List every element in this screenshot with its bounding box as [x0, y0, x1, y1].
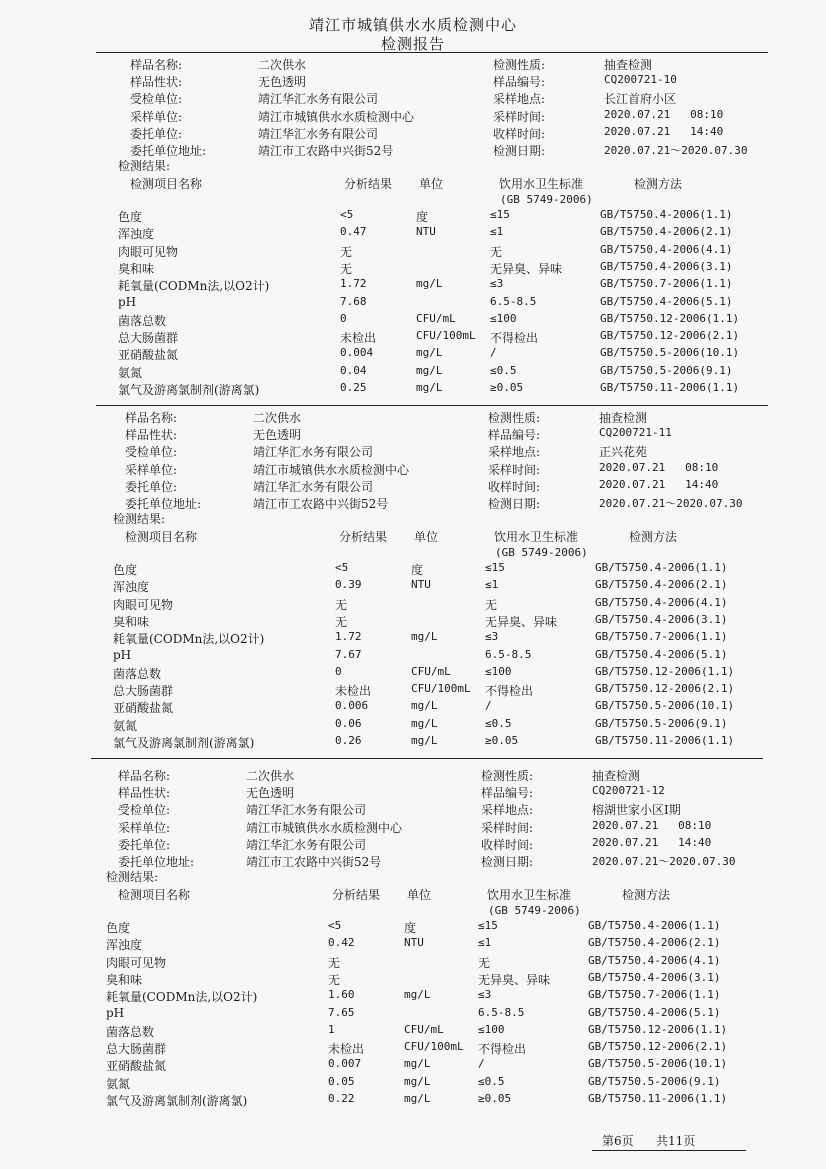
cell-result: 0.007: [328, 1057, 362, 1071]
label-test-date: 检测日期:: [481, 855, 534, 869]
cell-standard: 无: [478, 955, 491, 970]
cell-method: GB/T5750.11-2006(1.1): [600, 381, 740, 394]
cell-item: 色度: [106, 921, 131, 935]
cell-unit: mg/L: [416, 363, 443, 377]
cell-item: 耗氧量(CODMn法,以O2计): [106, 990, 258, 1005]
value-test-date: 2020.07.21～2020.07.30: [592, 855, 736, 868]
cell-standard: 无异臭、异味: [490, 261, 563, 276]
cell-method: GB/T5750.4-2006(5.1): [595, 647, 728, 661]
cell-method: GB/T5750.4-2006(3.1): [600, 259, 733, 273]
cell-standard: ≤0.5: [478, 1074, 505, 1088]
cell-item: 氯气及游离氯制剂(游离氯): [118, 383, 260, 397]
cell-method: GB/T5750.5-2006(9.1): [595, 716, 728, 730]
label-client-address: 委托单位地址:: [130, 144, 207, 158]
cell-unit: mg/L: [416, 346, 443, 360]
label-inspected-unit: 受检单位:: [130, 92, 183, 107]
cell-unit: NTU: [411, 578, 431, 592]
cell-unit: mg/L: [411, 716, 438, 730]
label-receive-time: 收样时间:: [488, 479, 541, 494]
cell-standard: 无异臭、异味: [485, 614, 558, 629]
col-header-method: 检测方法: [629, 530, 678, 544]
value-sample-props: 无色透明: [246, 786, 295, 801]
cell-unit: mg/L: [416, 381, 443, 394]
cell-item: 总大肠菌群: [113, 684, 174, 699]
cell-method: GB/T5750.7-2006(1.1): [588, 988, 721, 1002]
cell-item: 浑浊度: [106, 938, 143, 953]
label-results: 检测结果:: [106, 870, 159, 884]
label-sampling-site: 采样地点:: [488, 445, 541, 460]
cell-item: pH: [113, 647, 132, 662]
cell-unit: mg/L: [404, 1057, 431, 1071]
cell-standard: 无: [485, 597, 498, 612]
cell-item: 臭和味: [113, 614, 150, 629]
cell-unit: mg/L: [416, 277, 443, 291]
col-header-standard-sub: (GB 5749-2006): [488, 904, 581, 917]
cell-standard: ≤15: [490, 208, 510, 221]
col-header-standard-sub: (GB 5749-2006): [500, 193, 593, 206]
label-sample-props: 样品性状:: [118, 786, 171, 801]
col-header-unit: 单位: [414, 530, 439, 544]
label-client-unit: 委托单位:: [118, 837, 171, 852]
cell-standard: ≤1: [478, 936, 492, 950]
value-client-unit: 靖江华汇水务有限公司: [246, 837, 367, 852]
value-nature: 抽查检测: [604, 58, 653, 72]
cell-standard: ≥0.05: [490, 381, 524, 394]
col-header-standard: 饮用水卫生标准: [499, 177, 584, 191]
cell-result: 0.05: [328, 1074, 355, 1088]
cell-standard: ≤1: [490, 225, 504, 239]
cell-item: 菌落总数: [118, 313, 167, 328]
sample-section-1: [0, 52, 826, 412]
cell-method: GB/T5750.12-2006(1.1): [595, 664, 735, 678]
cell-unit: mg/L: [404, 1092, 431, 1105]
cell-unit: CFU/100mL: [404, 1040, 464, 1054]
value-receive-time: 2020.07.21 14:40: [592, 835, 712, 849]
cell-result: 0.47: [340, 225, 367, 239]
label-sampling-time: 采样时间:: [488, 462, 541, 477]
cell-result: 1: [328, 1022, 335, 1036]
report-subtitle: 检测报告: [380, 35, 445, 53]
cell-item: 亚硝酸盐氮: [106, 1059, 167, 1074]
cell-item: 浑浊度: [113, 580, 150, 595]
cell-item: 肉眼可见物: [106, 955, 167, 970]
cell-result: 无: [335, 614, 348, 629]
cell-unit: mg/L: [411, 630, 438, 644]
cell-item: 肉眼可见物: [113, 597, 174, 612]
cell-unit: NTU: [416, 225, 436, 239]
cell-method: GB/T5750.4-2006(4.1): [588, 953, 721, 967]
label-receive-time: 收样时间:: [481, 837, 534, 852]
cell-method: GB/T5750.12-2006(1.1): [588, 1022, 728, 1036]
sample-section-3: [0, 763, 814, 1123]
col-header-unit: 单位: [419, 177, 444, 191]
cell-result: 0.26: [335, 734, 362, 747]
cell-item: 浑浊度: [118, 227, 155, 242]
cell-item: 氨氮: [118, 365, 143, 380]
label-client-address: 委托单位地址:: [125, 497, 202, 511]
cell-method: GB/T5750.4-2006(2.1): [595, 578, 728, 592]
cell-result: 1.72: [340, 277, 367, 291]
col-header-standard-sub: (GB 5749-2006): [495, 546, 588, 559]
cell-result: 未检出: [328, 1042, 365, 1057]
value-client-address: 靖江市工农路中兴街52号: [258, 144, 394, 158]
col-header-item: 检测项目名称: [130, 177, 203, 191]
value-test-date: 2020.07.21～2020.07.30: [599, 497, 743, 510]
cell-result: 0.39: [335, 578, 362, 592]
cell-item: 臭和味: [118, 261, 155, 276]
col-header-result: 分析结果: [332, 888, 381, 902]
label-sample-no: 样品编号:: [481, 786, 534, 801]
label-nature: 检测性质:: [493, 58, 546, 72]
cell-method: GB/T5750.12-2006(2.1): [595, 682, 735, 696]
label-inspected-unit: 受检单位:: [118, 803, 171, 818]
cell-result: 0.04: [340, 363, 367, 377]
col-header-item: 检测项目名称: [125, 530, 198, 544]
sample-section-2: [0, 405, 821, 765]
cell-standard: ≥0.05: [485, 734, 519, 747]
cell-result: 1.72: [335, 630, 362, 644]
cell-item: 总大肠菌群: [118, 331, 179, 346]
label-sample-props: 样品性状:: [125, 428, 178, 443]
value-sampling-time: 2020.07.21 08:10: [599, 460, 719, 474]
cell-result: 未检出: [340, 331, 377, 346]
cell-result: <5: [335, 561, 349, 574]
cell-standard: ≤100: [478, 1022, 505, 1036]
col-header-item: 检测项目名称: [118, 888, 191, 902]
cell-standard: 无异臭、异味: [478, 972, 551, 987]
cell-result: <5: [328, 919, 342, 932]
cell-result: 1.60: [328, 988, 355, 1002]
cell-result: <5: [340, 208, 354, 221]
label-sample-name: 样品名称:: [130, 58, 183, 72]
cell-item: 菌落总数: [113, 666, 162, 681]
cell-standard: /: [490, 346, 497, 360]
cell-result: 0.006: [335, 699, 369, 713]
value-sample-props: 无色透明: [258, 75, 307, 90]
label-sampling-unit: 采样单位:: [130, 109, 183, 124]
value-sampling-site: 长江首府小区: [604, 92, 677, 107]
cell-standard: 无: [490, 244, 503, 259]
cell-method: GB/T5750.12-2006(2.1): [600, 329, 740, 343]
value-receive-time: 2020.07.21 14:40: [599, 477, 719, 491]
value-sampling-time: 2020.07.21 08:10: [604, 107, 724, 121]
label-sampling-site: 采样地点:: [481, 803, 534, 818]
cell-method: GB/T5750.7-2006(1.1): [600, 277, 733, 291]
value-sample-name: 二次供水: [253, 411, 302, 425]
col-header-result: 分析结果: [339, 530, 388, 544]
cell-unit: 度: [404, 921, 417, 935]
cell-method: GB/T5750.5-2006(10.1): [595, 699, 735, 713]
cell-unit: 度: [416, 210, 429, 224]
report-org-title: 靖江市城镇供水水质检测中心: [308, 16, 517, 34]
value-client-unit: 靖江华汇水务有限公司: [258, 126, 379, 141]
cell-result: 0.22: [328, 1092, 355, 1105]
cell-result: 无: [328, 955, 341, 970]
value-nature: 抽查检测: [592, 769, 641, 783]
cell-method: GB/T5750.12-2006(1.1): [600, 311, 740, 325]
col-header-standard: 饮用水卫生标准: [487, 888, 572, 902]
cell-result: 7.68: [340, 294, 367, 308]
cell-standard: ≤100: [485, 664, 512, 678]
label-sampling-time: 采样时间:: [493, 109, 546, 124]
label-sampling-unit: 采样单位:: [118, 820, 171, 835]
footer-page: 第6页: [602, 1134, 634, 1148]
cell-item: 亚硝酸盐氮: [118, 348, 179, 363]
cell-unit: mg/L: [411, 699, 438, 713]
cell-result: 7.65: [328, 1005, 355, 1019]
label-nature: 检测性质:: [488, 411, 541, 425]
cell-method: GB/T5750.4-2006(2.1): [600, 225, 733, 239]
cell-method: GB/T5750.11-2006(1.1): [588, 1092, 728, 1105]
cell-standard: ≤0.5: [490, 363, 517, 377]
cell-result: 0: [335, 664, 342, 678]
value-sample-no: CQ200721-11: [599, 426, 672, 440]
label-sample-no: 样品编号:: [488, 428, 541, 443]
cell-standard: 6.5-8.5: [490, 294, 537, 308]
cell-standard: ≤100: [490, 311, 517, 325]
label-client-address: 委托单位地址:: [118, 855, 195, 869]
label-test-date: 检测日期:: [488, 497, 541, 511]
cell-standard: 不得检出: [485, 684, 534, 699]
cell-unit: CFU/mL: [411, 664, 451, 678]
cell-standard: ≥0.05: [478, 1092, 512, 1105]
label-sampling-time: 采样时间:: [481, 820, 534, 835]
cell-item: 菌落总数: [106, 1024, 155, 1039]
cell-standard: ≤3: [478, 988, 492, 1002]
cell-item: 色度: [118, 210, 143, 224]
value-sample-props: 无色透明: [253, 428, 302, 443]
cell-item: pH: [106, 1005, 125, 1020]
cell-standard: ≤0.5: [485, 716, 512, 730]
value-sampling-unit: 靖江市城镇供水水质检测中心: [246, 820, 403, 835]
label-inspected-unit: 受检单位:: [125, 445, 178, 460]
value-sample-no: CQ200721-12: [592, 784, 665, 798]
cell-method: GB/T5750.4-2006(2.1): [588, 936, 721, 950]
cell-item: 色度: [113, 563, 138, 577]
value-sample-no: CQ200721-10: [604, 73, 677, 87]
cell-unit: 度: [411, 563, 424, 577]
col-header-standard: 饮用水卫生标准: [494, 530, 579, 544]
cell-method: GB/T5750.4-2006(1.1): [600, 208, 733, 221]
cell-unit: CFU/100mL: [416, 329, 476, 343]
cell-result: 0.42: [328, 936, 355, 950]
cell-method: GB/T5750.4-2006(4.1): [600, 242, 733, 256]
cell-item: 耗氧量(CODMn法,以O2计): [113, 632, 265, 647]
cell-result: 无: [335, 597, 348, 612]
cell-method: GB/T5750.4-2006(5.1): [588, 1005, 721, 1019]
cell-standard: 不得检出: [478, 1042, 527, 1057]
cell-method: GB/T5750.11-2006(1.1): [595, 734, 735, 747]
cell-method: GB/T5750.4-2006(5.1): [600, 294, 733, 308]
value-sampling-site: 正兴花苑: [599, 445, 648, 460]
cell-unit: CFU/mL: [404, 1022, 444, 1036]
cell-method: GB/T5750.4-2006(1.1): [588, 919, 721, 932]
cell-result: 7.67: [335, 647, 362, 661]
cell-unit: CFU/mL: [416, 311, 456, 325]
value-client-address: 靖江市工农路中兴街52号: [253, 497, 389, 511]
cell-method: GB/T5750.12-2006(2.1): [588, 1040, 728, 1054]
cell-result: 0: [340, 311, 347, 325]
col-header-result: 分析结果: [344, 177, 393, 191]
label-receive-time: 收样时间:: [493, 126, 546, 141]
label-test-date: 检测日期:: [493, 144, 546, 158]
cell-unit: mg/L: [404, 988, 431, 1002]
label-sampling-site: 采样地点:: [493, 92, 546, 107]
cell-item: 臭和味: [106, 972, 143, 987]
label-results: 检测结果:: [113, 512, 166, 526]
value-client-unit: 靖江华汇水务有限公司: [253, 479, 374, 494]
value-sampling-unit: 靖江市城镇供水水质检测中心: [258, 109, 415, 124]
section-rule: [91, 758, 763, 759]
label-client-unit: 委托单位:: [130, 126, 183, 141]
cell-unit: mg/L: [404, 1074, 431, 1088]
cell-standard: /: [478, 1057, 485, 1071]
cell-item: 亚硝酸盐氮: [113, 701, 174, 716]
value-client-address: 靖江市工农路中兴街52号: [246, 855, 382, 869]
label-results: 检测结果:: [118, 159, 171, 173]
label-nature: 检测性质:: [481, 769, 534, 783]
cell-item: 氨氮: [113, 718, 138, 733]
cell-method: GB/T5750.5-2006(10.1): [600, 346, 740, 360]
cell-result: 无: [340, 244, 353, 259]
footer-rule: [592, 1150, 746, 1151]
cell-unit: NTU: [404, 936, 424, 950]
label-sample-name: 样品名称:: [118, 769, 171, 783]
cell-result: 0.25: [340, 381, 367, 394]
cell-result: 0.06: [335, 716, 362, 730]
cell-method: GB/T5750.4-2006(1.1): [595, 561, 728, 574]
cell-standard: /: [485, 699, 492, 713]
cell-standard: ≤3: [485, 630, 499, 644]
cell-method: GB/T5750.5-2006(9.1): [600, 363, 733, 377]
value-sampling-site: 榕湖世家小区Ⅰ期: [592, 803, 681, 818]
value-sample-name: 二次供水: [246, 769, 295, 783]
value-sampling-time: 2020.07.21 08:10: [592, 818, 712, 832]
footer-total: 共11页: [656, 1134, 696, 1148]
cell-standard: 不得检出: [490, 331, 539, 346]
cell-item: 氨氮: [106, 1076, 131, 1091]
label-sample-no: 样品编号:: [493, 75, 546, 90]
col-header-method: 检测方法: [634, 177, 683, 191]
cell-item: pH: [118, 294, 137, 309]
cell-standard: ≤3: [490, 277, 504, 291]
cell-method: GB/T5750.4-2006(3.1): [588, 970, 721, 984]
cell-result: 无: [328, 972, 341, 987]
cell-unit: mg/L: [411, 734, 438, 747]
cell-standard: ≤15: [485, 561, 505, 574]
cell-method: GB/T5750.4-2006(4.1): [595, 595, 728, 609]
cell-unit: CFU/100mL: [411, 682, 471, 696]
cell-method: GB/T5750.4-2006(3.1): [595, 612, 728, 626]
cell-item: 氯气及游离氯制剂(游离氯): [113, 736, 255, 750]
label-sample-props: 样品性状:: [130, 75, 183, 90]
cell-item: 肉眼可见物: [118, 244, 179, 259]
cell-standard: 6.5-8.5: [485, 647, 532, 661]
cell-standard: 6.5-8.5: [478, 1005, 525, 1019]
value-receive-time: 2020.07.21 14:40: [604, 124, 724, 138]
cell-standard: ≤1: [485, 578, 499, 592]
cell-result: 0.004: [340, 346, 374, 360]
value-inspected-unit: 靖江华汇水务有限公司: [253, 445, 374, 460]
cell-item: 氯气及游离氯制剂(游离氯): [106, 1094, 248, 1108]
value-nature: 抽查检测: [599, 411, 648, 425]
col-header-unit: 单位: [407, 888, 432, 902]
col-header-method: 检测方法: [622, 888, 671, 902]
cell-method: GB/T5750.5-2006(10.1): [588, 1057, 728, 1071]
value-sampling-unit: 靖江市城镇供水水质检测中心: [253, 462, 410, 477]
label-sample-name: 样品名称:: [125, 411, 178, 425]
label-client-unit: 委托单位:: [125, 479, 178, 494]
value-test-date: 2020.07.21～2020.07.30: [604, 144, 748, 157]
cell-standard: ≤15: [478, 919, 498, 932]
value-inspected-unit: 靖江华汇水务有限公司: [246, 803, 367, 818]
cell-method: GB/T5750.5-2006(9.1): [588, 1074, 721, 1088]
label-sampling-unit: 采样单位:: [125, 462, 178, 477]
value-inspected-unit: 靖江华汇水务有限公司: [258, 92, 379, 107]
cell-result: 未检出: [335, 684, 372, 699]
cell-item: 总大肠菌群: [106, 1042, 167, 1057]
cell-item: 耗氧量(CODMn法,以O2计): [118, 279, 270, 294]
value-sample-name: 二次供水: [258, 58, 307, 72]
cell-result: 无: [340, 261, 353, 276]
cell-method: GB/T5750.7-2006(1.1): [595, 630, 728, 644]
